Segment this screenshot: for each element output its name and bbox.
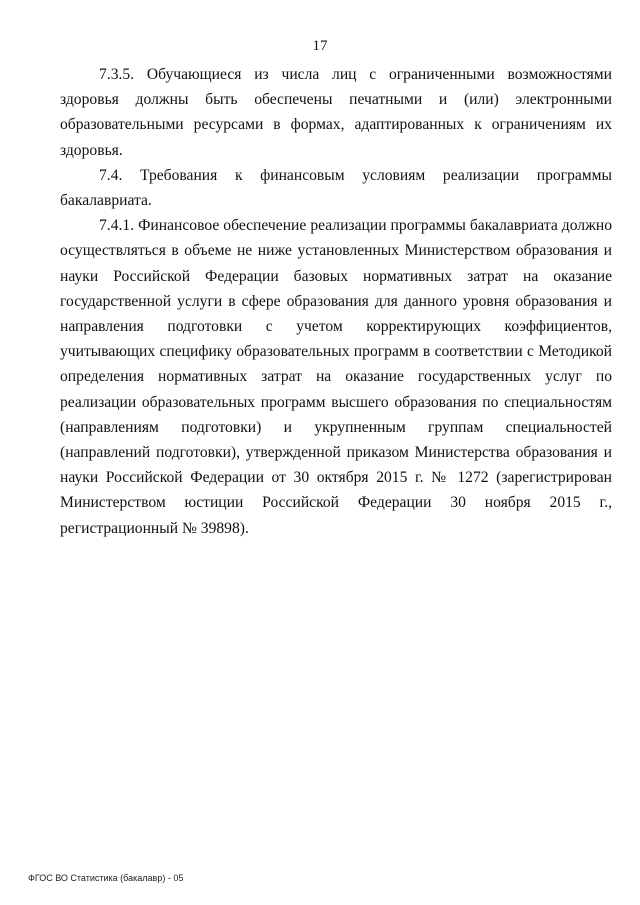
paragraph-7-4-1: 7.4.1. Финансовое обеспечение реализации программы бакалавриата должно осуществляться в объеме не ниже установленных Министерством образования и науки Российской Федерации базовых нормативных затрат на оказание государственной услуги в сфере образования для данного уровня образования и направления подготовки с учетом корректирующих коэффициентов, учитывающих специфику образовательных программ в соответствии с Методикой определения нормативных затрат на оказание государственных услуг по реализации образовательных программ высшего образования по специальностям (направлениям подготовки) и укрупненным группам специальностей (направлений подготовки), утвержденной приказом Министерства образования и науки Российской Федерации от 30 октября 2015 г. № 1272 (зарегистрирован Министерством юстиции Российской Федерации 30 ноября 2015 г., регистрационный № 39898). <box>60 217 612 537</box>
paragraph-7-4: 7.4. Требования к финансовым условиям реализации программы бакалавриата. <box>60 166 612 210</box>
document-footer: ФГОС ВО Статистика (бакалавр) - 05 <box>28 873 184 883</box>
paragraph-7-3-5: 7.3.5. Обучающиеся из числа лиц с ограниченными возможностями здоровья должны быть обеспечены печатными и (или) электронными образовательными ресурсами в формах, адаптированных к ограничениям их здоровья. <box>60 66 612 159</box>
document-body <box>60 62 612 541</box>
page-number: 17 <box>312 38 328 54</box>
